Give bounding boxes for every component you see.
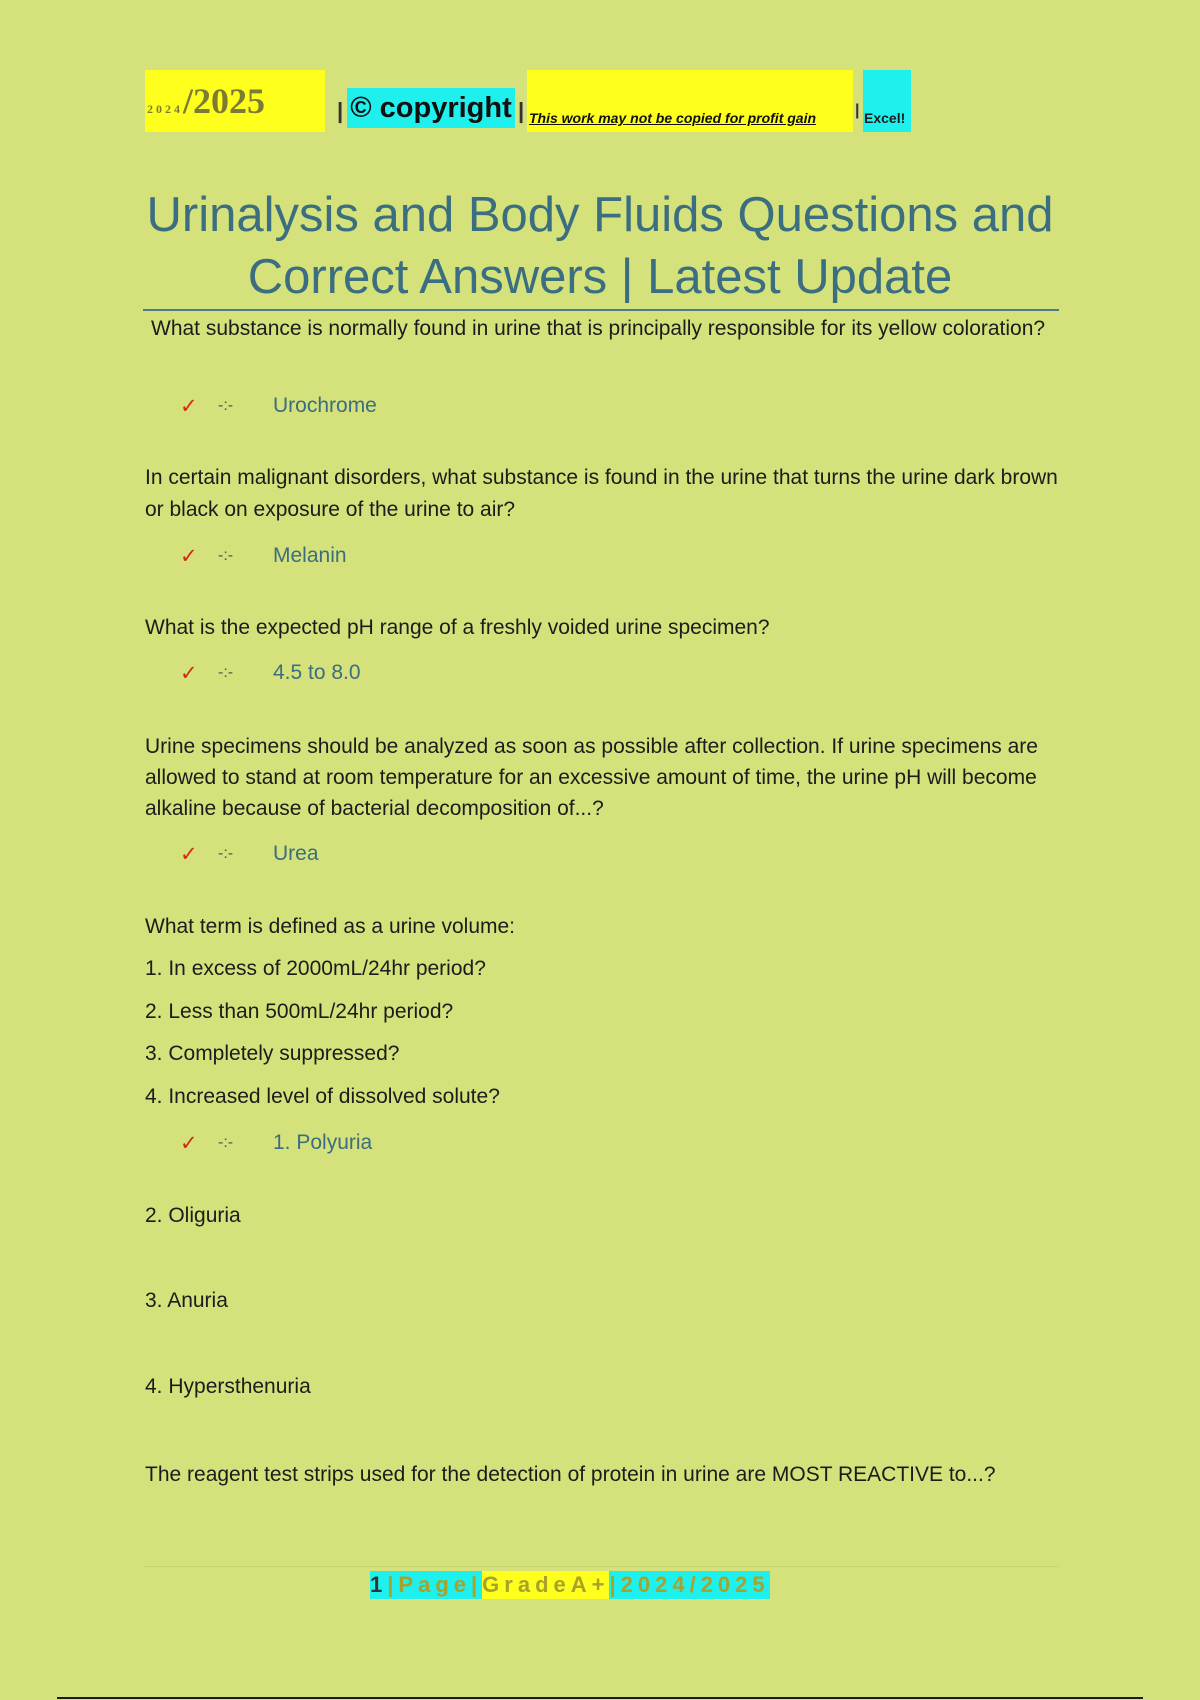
answer-5 [180, 1127, 372, 1159]
check-icon: ✓ [180, 842, 198, 866]
header-separator: | [337, 98, 344, 123]
question-5-item: 1. In excess of 2000mL/24hr period? [145, 957, 486, 980]
answer-5-item: 3. Anuria [145, 1289, 228, 1312]
year-badge [145, 70, 325, 132]
check-icon: ✓ [180, 661, 198, 685]
header-separator: | [518, 98, 525, 123]
answer-4 [180, 838, 319, 870]
answer-5-item: 4. Hypersthenuria [145, 1375, 311, 1398]
answer-marker: -:- [218, 664, 234, 681]
document-header [145, 70, 1045, 132]
document-title: Urinalysis and Body Fluids Questions and Correct Answers | Latest Update [146, 188, 1054, 304]
excel-text: Excel! [864, 110, 906, 126]
question-5-item: 3. Completely suppressed? [145, 1042, 400, 1065]
answer-text: Urochrome [273, 394, 377, 417]
answer-text: Urea [273, 842, 319, 865]
title-divider [143, 309, 1059, 311]
copy-notice-text: This work may not be copied for profit gain [529, 110, 817, 126]
answer-5-item: 2. Oliguria [145, 1204, 241, 1227]
footer-divider [143, 1566, 1059, 1567]
answer-text: 1. Polyuria [273, 1131, 373, 1154]
answer-1 [180, 390, 377, 422]
excel-badge [863, 70, 911, 132]
answer-text: Melanin [273, 544, 347, 567]
question-5: What term is defined as a urine volume: [145, 915, 516, 938]
answer-marker: -:- [218, 845, 234, 862]
question-5-item: 4. Increased level of dissolved solute? [145, 1085, 500, 1108]
answer-3 [180, 657, 361, 689]
answer-2 [180, 540, 347, 572]
copy-notice [527, 70, 853, 132]
header-separator: | [855, 102, 860, 119]
question-4: Urine specimens should be analyzed as soon as possible after collection. If urine specimens are allowed to stand at room temperature for an excessive amount of time, the urine pH will become alkaline because of bacterial decomposition of...? [145, 735, 1038, 820]
page-number: 1 [370, 1572, 388, 1597]
page-footer [370, 1571, 770, 1599]
question-6: The reagent test strips used for the detection of protein in urine are MOST REACTIVE to...? [145, 1463, 996, 1486]
check-icon: ✓ [180, 1131, 198, 1155]
answer-marker: -:- [218, 547, 234, 564]
question-1: What substance is normally found in urine that is principally responsible for its yellow coloration? [151, 317, 1046, 340]
answer-text: 4.5 to 8.0 [273, 661, 361, 684]
page-label: |Page| [387, 1572, 483, 1597]
answer-marker: -:- [218, 1134, 234, 1151]
footer-year: |2024/2025 [609, 1572, 770, 1597]
question-5-item: 2. Less than 500mL/24hr period? [145, 1000, 454, 1023]
copyright-badge: © copyright [347, 88, 515, 128]
year-small: 2024 [147, 102, 183, 116]
grade-label: GradeA+ [482, 1572, 610, 1597]
page-bottom-border [57, 1697, 1143, 1699]
check-icon: ✓ [180, 394, 198, 418]
year-big: /2025 [183, 81, 266, 121]
question-2: In certain malignant disorders, what substance is found in the urine that turns the urine dark brown or black on exposure of the urine to air? [145, 466, 1058, 521]
check-icon: ✓ [180, 544, 198, 568]
answer-marker: -:- [218, 397, 234, 414]
question-3: What is the expected pH range of a freshly voided urine specimen? [145, 616, 770, 639]
